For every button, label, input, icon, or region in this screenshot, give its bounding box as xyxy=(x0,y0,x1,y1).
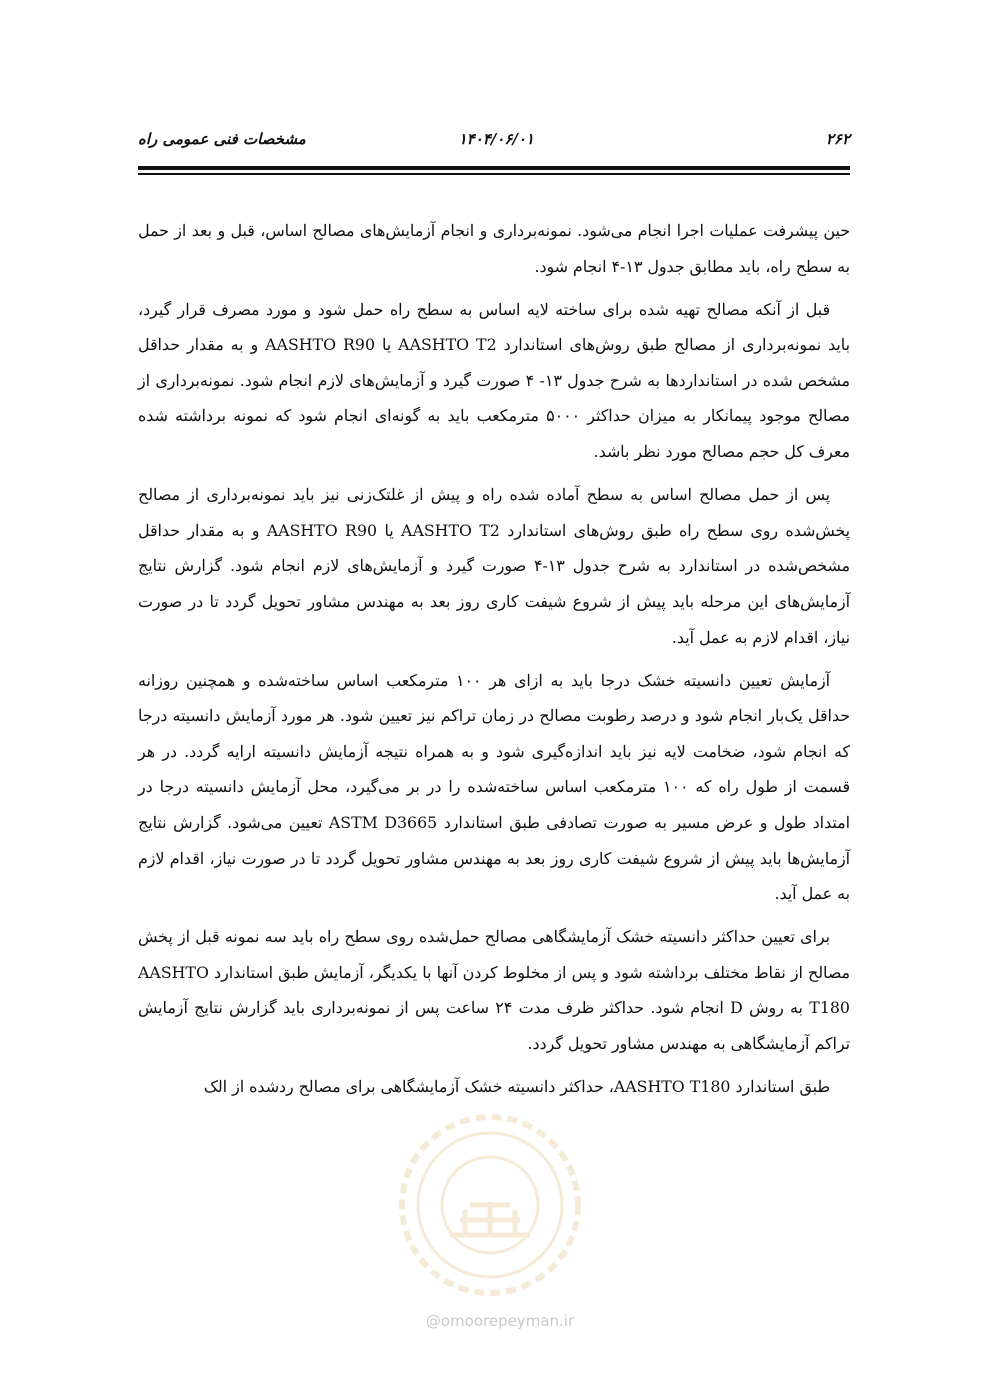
header-rule-thick xyxy=(138,166,850,170)
header-date: ۱۴۰۴/۰۶/۰۱ xyxy=(458,130,534,148)
watermark-text: @omoorepeyman.ir xyxy=(425,1312,575,1330)
paragraph: طبق استاندارد AASHTO T180، حداکثر دانسیته خشک آزمایشگاهی برای مصالح ردشده از الک xyxy=(203,1077,830,1097)
paragraph: پس از حمل مصالح اساس به سطح آماده شده راه و پیش از غلتک‌زنی نیز باید نمونه‌برداری از مصالح پخش‌شده روی سطح راه طبق روش‌های استاندارد AASHTO T2 یا AASHTO R90 و به مقدار حداقل مشخص‌شده در استاندارد به شرح جدول ۱۳-۴ صورت گیرد و آزمایش‌های لازم انجام شود. گزارش نتایج آزمایش‌های این مرحله باید پیش از شروع شیفت کاری روز بعد به مهندس مشاور تحویل گردد تا در صورت نیاز، اقدام لازم به عمل آید. xyxy=(138,485,850,647)
page-number: ۲۶۲ xyxy=(825,130,850,148)
body-text xyxy=(138,213,850,1112)
header-rule-thin xyxy=(138,173,850,175)
gear-seal-logo-icon xyxy=(390,1110,590,1300)
paragraph: برای تعیین حداکثر دانسیته خشک آزمایشگاهی مصالح حمل‌شده روی سطح راه باید سه نمونه قبل از پخش مصالح از نقاط مختلف برداشته شود و پس از مخلوط کردن آنها با یکدیگر، آزمایش طبق استاندارد AASHTO T180 به روش D انجام شود. حداکثر ظرف مدت ۲۴ ساعت پس از نمونه‌برداری باید گزارش نتایج آزمایش تراکم آزمایشگاهی به مهندس مشاور تحویل گردد. xyxy=(138,927,850,1054)
document-title: مشخصات فنی عمومی راه xyxy=(138,130,306,148)
paragraph: آزمایش تعیین دانسیته خشک درجا باید به ازای هر ۱۰۰ مترمکعب اساس ساخته‌شده و همچنین روزانه حداقل یک‌بار انجام شود و درصد رطوبت مصالح در زمان تراکم نیز تعیین شود. هر مورد آزمایش دانسیته درجا که انجام شود، ضخامت لایه نیز باید اندازه‌گیری شود و به همراه نتیجه آزمایش دانسیته ارایه گردد. در هر قسمت از طول راه که ۱۰۰ مترمکعب اساس ساخته‌شده را در بر می‌گیرد، محل آزمایش دانسیته درجا در امتداد طول و عرض مسیر به صورت تصادفی طبق استاندارد ASTM D3665 تعیین می‌شود. گزارش نتایج آزمایش‌ها باید پیش از شروع شیفت کاری روز بعد به مهندس مشاور تحویل گردد تا در صورت نیاز، اقدام لازم به عمل آید. xyxy=(138,670,851,904)
paragraph: حین پیشرفت عملیات اجرا انجام می‌شود. نمونه‌برداری و انجام آزمایش‌های مصالح اساس، قبل و بعد از حمل به سطح راه، باید مطابق جدول ۱۳-۴ انجام شود. xyxy=(138,221,850,276)
page-header xyxy=(138,130,850,160)
paragraph: قبل از آنکه مصالح تهیه شده برای ساخته لایه اساس به سطح راه حمل شود و مورد مصرف قرار گیرد، باید نمونه‌برداری از مصالح طبق روش‌های استاندارد AASHTO T2 یا AASHTO R90 و به مقدار حداقل مشخص شده در استانداردها به شرح جدول ۱۳- ۴ صورت گیرد و آزمایش‌های لازم انجام شود. نمونه‌برداری از مصالح موجود پیمانکار به میزان حداکثر ۵۰۰۰ مترمکعب باید به گونه‌ای انجام شود که نمونه برداشته شده معرف کل حجم مصالح مورد نظر باشد. xyxy=(138,299,850,462)
